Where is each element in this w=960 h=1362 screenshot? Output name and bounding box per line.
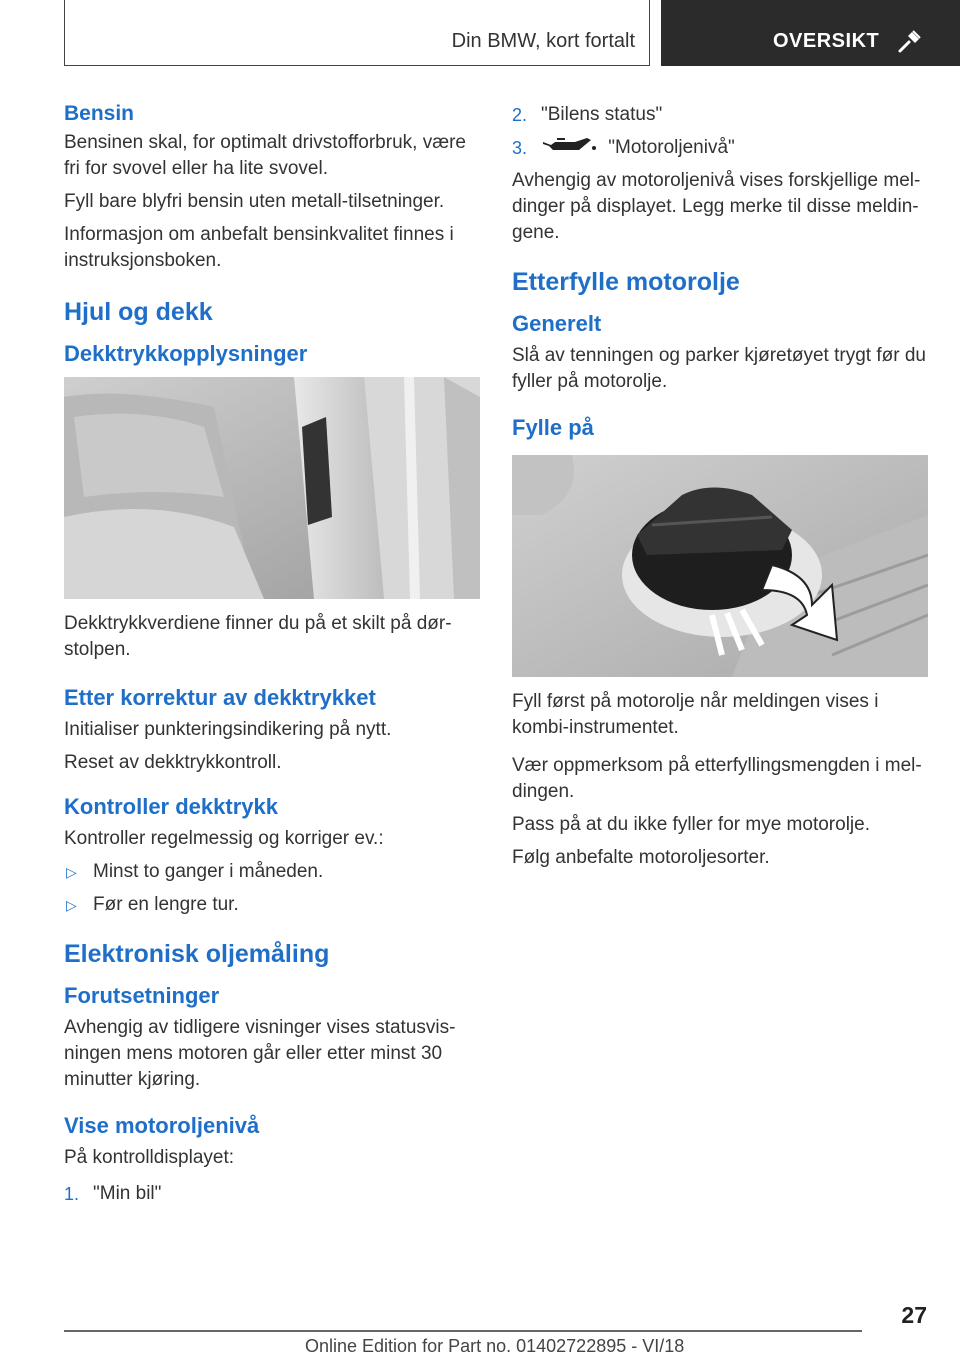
page-number: 27	[901, 1302, 927, 1328]
section-tab-label: OVERSIKT	[773, 30, 880, 52]
forut-paragraph: Avhengig av tidligere visninger vises statusvisningen mens motoren går eller etter minst 30 minutter kjøring.	[64, 1017, 456, 1090]
heading-dekktrykkopplysninger: Dekktrykkopplysninger	[64, 341, 308, 366]
fylle-paragraph-3: Pass på at du ikke fyller for mye motorolje.	[512, 814, 870, 835]
fylle-paragraph-2: Vær oppmerksom på etterfyllingsmengden i meldingen.	[512, 755, 922, 802]
kontroller-paragraph: Kontroller regelmessig og korriger ev.:	[64, 828, 384, 849]
triangle-bullet-icon: ▷	[66, 864, 77, 880]
edition-text: Online Edition for Part no. 01402722895 - VI/18	[305, 1336, 685, 1356]
generelt-paragraph: Slå av tenningen og parker kjøretøyet trygt før du fyller på motorolje.	[512, 345, 926, 392]
step-number: 3.	[512, 138, 528, 158]
heading-forutsetninger: Forutsetninger	[64, 983, 220, 1008]
dekk-info-paragraph: Dekktrykkverdiene finner du på et skilt på dørstolpen.	[64, 613, 452, 660]
bensin-paragraph-3: Informasjon om anbefalt bensinkvalitet finnes i instruksjonsboken.	[64, 224, 454, 271]
list-item	[512, 135, 930, 161]
fylle-paragraph-4: Følg anbefalte motoroljesorter.	[512, 847, 770, 868]
heading-kontroller-dekktrykk: Kontroller dekktrykk	[64, 794, 278, 819]
heading-etterfylle-motorolje: Etterfylle motorolje	[512, 268, 740, 296]
door-pillar-label-photo	[64, 377, 480, 599]
heading-fylle-pa: Fylle på	[512, 415, 594, 440]
left-column	[64, 100, 482, 1214]
footer-divider	[64, 1330, 862, 1332]
oil-can-icon	[541, 136, 597, 156]
status-paragraph: Avhengig av motoroljenivå vises forskjellige meldinger på displayet. Legg merke til disse meldingene.	[512, 170, 921, 243]
bensin-paragraph-2: Fyll bare blyfri bensin uten metall-tilsetninger.	[64, 191, 445, 212]
wrench-icon	[897, 28, 923, 54]
header-title-box	[64, 0, 650, 66]
oil-filler-cap-photo	[512, 455, 928, 677]
fylle-paragraph-1: Fyll først på motorolje når meldingen vises i kombi-instrumentet.	[512, 691, 879, 738]
list-item	[64, 859, 482, 885]
etter-paragraph-2: Reset av dekktrykkontroll.	[64, 752, 282, 773]
list-item	[64, 1181, 482, 1207]
section-tab-oversikt[interactable]	[661, 0, 960, 66]
bensin-paragraph-1: Bensinen skal, for optimalt drivstofforbruk, være fri for svovel eller ha lite svovel.	[64, 132, 466, 179]
step-text: "Min bil"	[93, 1183, 162, 1204]
bullet-text: Minst to ganger i måneden.	[93, 861, 324, 882]
step-text: "Bilens status"	[541, 104, 663, 125]
header-title: Din BMW, kort fortalt	[451, 30, 635, 52]
page-header	[0, 0, 960, 66]
list-item	[512, 102, 930, 128]
heading-elektronisk-oljemaling: Elektronisk oljemåling	[64, 940, 330, 968]
right-column	[512, 100, 930, 878]
vise-paragraph: På kontrolldisplayet:	[64, 1147, 235, 1168]
step-number: 1.	[64, 1184, 80, 1204]
heading-hjul-og-dekk: Hjul og dekk	[64, 298, 213, 326]
step-text: "Motoroljenivå"	[608, 137, 735, 158]
heading-vise-motoroljeniva: Vise motoroljenivå	[64, 1113, 260, 1138]
step-number: 2.	[512, 105, 528, 125]
heading-bensin: Bensin	[64, 102, 135, 125]
triangle-bullet-icon: ▷	[66, 897, 77, 913]
etter-paragraph-1: Initialiser punkteringsindikering på nytt.	[64, 719, 392, 740]
heading-generelt: Generelt	[512, 311, 602, 336]
list-item	[64, 892, 482, 918]
bullet-text: Før en lengre tur.	[93, 894, 239, 915]
heading-etter-korrektur: Etter korrektur av dekktrykket	[64, 685, 376, 710]
